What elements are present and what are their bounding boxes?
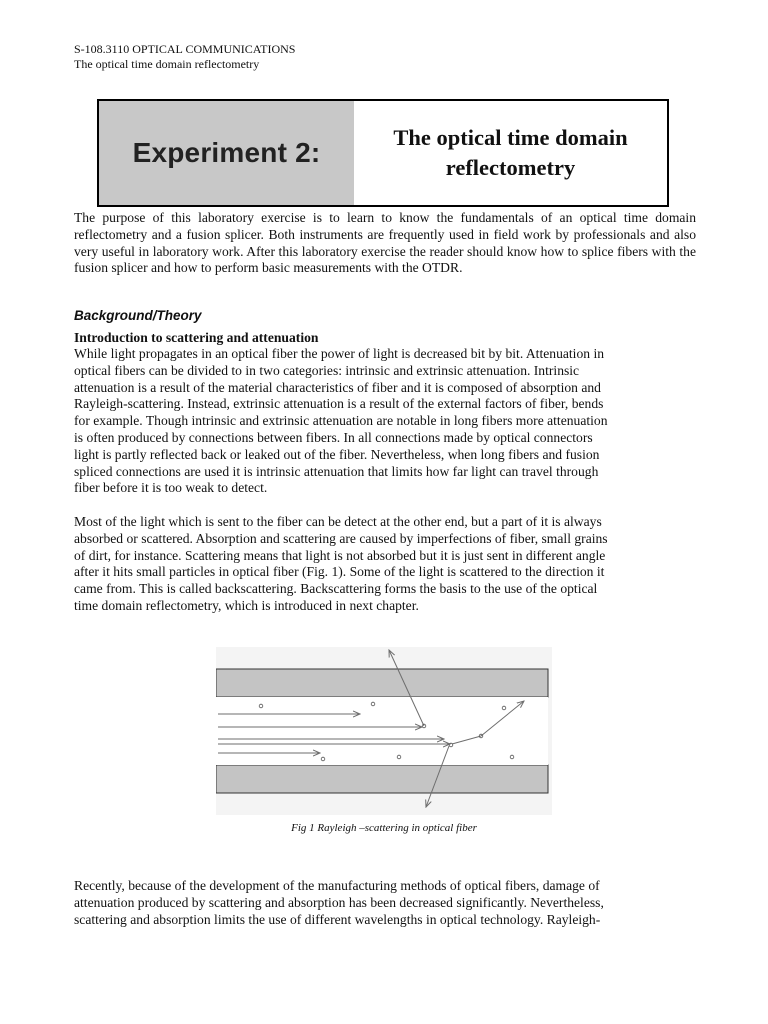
text-line: came from. This is called backscattering. Backscattering forms the basis to the use of the optical [74, 581, 598, 597]
document-subtitle: The optical time domain reflectometry [74, 57, 260, 71]
text-line: after it hits small particles in optical fiber (Fig. 1). Some of the light is scattered to the direction it [74, 564, 605, 580]
text-line: absorbed or scattered. Absorption and scattering are caused by imperfections of fiber, small grains [74, 530, 608, 546]
text-line: attenuation is a result of the material characteristics of fiber and it is composed of absorption and [74, 379, 601, 395]
text-line: attenuation produced by scattering and absorption has been decreased significantly. Nevertheless, [74, 894, 604, 910]
intro-paragraph: The purpose of this laboratory exercise is to learn to know the fundamentals of an optical time domain reflectometry and a fusion splicer. Both instruments are frequently used in field work by professionals and also very useful in laboratory work. After this laboratory exercise the reader should know how to splice fibers with the fusion splicer and how to perform basic measurements with the OTDR. [74, 210, 696, 276]
fiber-core [216, 697, 548, 765]
figure-caption: Fig 1 Rayleigh –scattering in optical fiber [291, 822, 477, 834]
text-line: Rayleigh-scattering. Instead, extrinsic attenuation is a result of the external factors of fiber, bends [74, 396, 604, 412]
text-line: time domain reflectometry, which is introduced in next chapter. [74, 597, 419, 613]
text-line: optical fibers can be divided to in two categories: intrinsic and extrinsic attenuation. Intrinsic [74, 362, 580, 378]
text-line: is often produced by connections between fibers. In all connections made by optical connectors [74, 429, 593, 445]
document-header [74, 42, 295, 72]
text-line: While light propagates in an optical fiber the power of light is decreased bit by bit. Attenuation in [74, 346, 605, 361]
text-line: Most of the light which is sent to the fiber can be detect at the other end, but a part of it is always [74, 514, 602, 529]
section-heading: Background/Theory [74, 308, 202, 323]
text-line: of dirt, for instance. Scattering means that light is not absorbed but it is just sent in different angle [74, 547, 606, 563]
paragraph-closing [74, 878, 696, 928]
paragraph-scattering [74, 514, 696, 615]
upper-cladding [216, 669, 548, 697]
rayleigh-scattering-figure [216, 647, 552, 815]
text-line: fiber before it is too weak to detect. [74, 480, 268, 496]
experiment-label: Experiment 2: [99, 101, 354, 205]
paragraph-attenuation [74, 346, 696, 497]
text-line: light is partly reflected back or leaked out of the fiber. Nevertheless, when long fibers and fusion [74, 446, 600, 462]
subsection-heading: Introduction to scattering and attenuation [74, 330, 319, 345]
fiber-diagram [216, 647, 552, 815]
title-box [97, 99, 669, 207]
text-line: spliced connections are used it is intrinsic attenuation that limits how far light can travel through [74, 463, 599, 479]
text-line: Recently, because of the development of the manufacturing methods of optical fibers, damage of [74, 878, 600, 893]
text-line: scattering and absorption limits the use of different wavelengths in optical technology. Rayleigh- [74, 911, 601, 927]
lower-cladding [216, 765, 548, 793]
course-code: S-108.3110 OPTICAL COMMUNICATIONS [74, 42, 296, 56]
experiment-title: The optical time domain reflectometry [393, 125, 628, 180]
text-line: for example. Though intrinsic and extrinsic attenuation are notable in long fibers more attenuation [74, 413, 608, 429]
